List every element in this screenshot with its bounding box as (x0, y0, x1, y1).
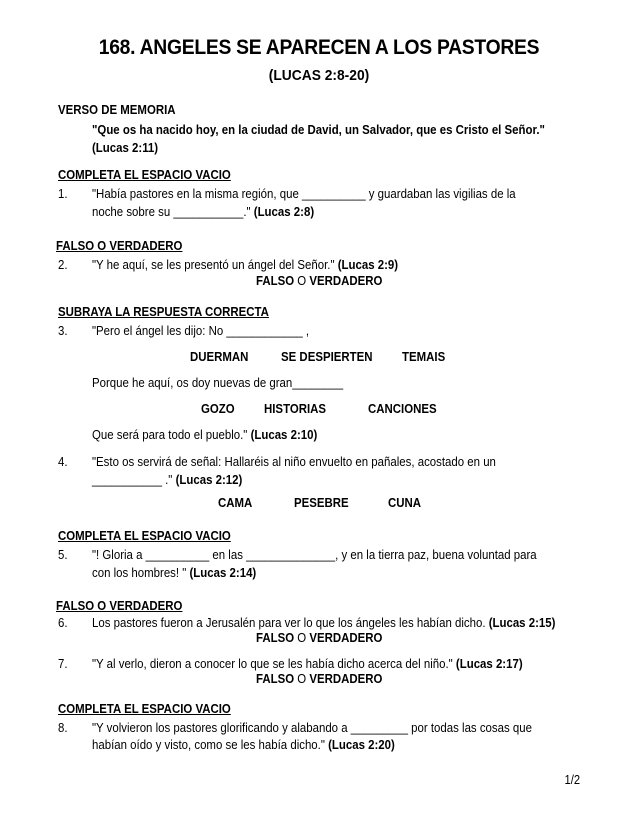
question-2-line (92, 256, 398, 273)
question-7-ref: (Lucas 2:17) (455, 656, 523, 671)
page-number: 1/2 (564, 772, 580, 787)
question-1-line-2 (92, 203, 314, 220)
option-canciones[interactable]: CANCIONES (368, 401, 437, 416)
question-5-ref: (Lucas 2:14) (189, 565, 257, 580)
option-verdadero[interactable]: VERDADERO (309, 671, 383, 686)
option-separator: O (294, 273, 310, 288)
true-false-options (256, 671, 382, 686)
question-8-text: habían oído y visto, como se les había dicho." (92, 737, 325, 752)
section-heading-falso: FALSO O VERDADERO (56, 598, 183, 613)
question-7-text: "Y al verlo, dieron a conocer lo que se les había dicho acerca del niño." (92, 656, 453, 671)
question-3-text: Que será para todo el pueblo." (92, 427, 248, 442)
question-5-text: con los hombres! " (92, 565, 187, 580)
section-heading-subraya: SUBRAYA LA RESPUESTA CORRECTA (58, 304, 269, 319)
question-7-line (92, 655, 523, 672)
question-number: 6. (58, 615, 68, 630)
question-number: 3. (58, 323, 68, 338)
question-8-line-1: "Y volvieron los pastores glorificando y alabando a _________ por todas las cosas que (92, 720, 532, 735)
question-1-line-1: "Había pastores en la misma región, que __________ y guardaban las vigilias de la (92, 186, 516, 201)
option-gozo[interactable]: GOZO (201, 401, 235, 416)
memory-verse-ref: (Lucas 2:11) (92, 140, 159, 155)
option-historias[interactable]: HISTORIAS (264, 401, 327, 416)
option-falso[interactable]: FALSO (256, 273, 295, 288)
question-3-line-1: "Pero el ángel les dijo: No ____________ , (92, 323, 310, 338)
question-4-text: ___________ ." (92, 472, 173, 487)
option-cuna[interactable]: CUNA (388, 495, 422, 510)
section-heading-completa: COMPLETA EL ESPACIO VACIO (58, 701, 231, 716)
question-number: 4. (58, 454, 68, 469)
question-6-line (92, 614, 555, 631)
question-8-line-2 (92, 736, 395, 753)
question-8-ref: (Lucas 2:20) (328, 737, 395, 752)
question-5-line-1: "! Gloria a __________ en las ______________, y en la tierra paz, buena voluntad para (92, 547, 537, 562)
question-2-ref: (Lucas 2:9) (337, 257, 399, 272)
option-cama[interactable]: CAMA (218, 495, 253, 510)
question-2-text: "Y he aquí, se les presentó un ángel del Señor." (92, 257, 335, 272)
option-separator: O (294, 671, 310, 686)
question-number: 5. (58, 547, 68, 562)
question-5-line-2 (92, 564, 256, 581)
question-number: 8. (58, 720, 68, 735)
question-4-ref: (Lucas 2:12) (175, 472, 243, 487)
option-falso[interactable]: FALSO (256, 671, 295, 686)
memory-verse-heading: VERSO DE MEMORIA (58, 102, 176, 117)
question-6-text: Los pastores fueron a Jerusalén para ver lo que los ángeles les habían dicho. (92, 615, 486, 630)
question-number: 1. (58, 186, 68, 201)
section-heading-falso: FALSO O VERDADERO (56, 238, 183, 253)
section-heading-completa: COMPLETA EL ESPACIO VACIO (58, 167, 231, 182)
page-reference: (LUCAS 2:8-20) (268, 67, 370, 84)
option-verdadero[interactable]: VERDADERO (309, 273, 383, 288)
question-3-ref: (Lucas 2:10) (250, 427, 318, 442)
option-duerman[interactable]: DUERMAN (190, 349, 249, 364)
option-falso[interactable]: FALSO (256, 630, 295, 645)
option-verdadero[interactable]: VERDADERO (309, 630, 383, 645)
question-4-line-2 (92, 471, 242, 488)
question-3-line-3 (92, 426, 317, 443)
question-1-ref: (Lucas 2:8) (253, 204, 315, 219)
memory-verse-text: "Que os ha nacido hoy, en la ciudad de David, un Salvador, que es Cristo el Señor." (92, 122, 545, 137)
question-6-ref: (Lucas 2:15) (488, 615, 556, 630)
option-temais[interactable]: TEMAIS (402, 349, 446, 364)
true-false-options (256, 273, 382, 288)
question-number: 7. (58, 656, 68, 671)
true-false-options (256, 630, 382, 645)
question-4-line-1: "Esto os servirá de señal: Hallaréis al niño envuelto en pañales, acostado en un (92, 454, 496, 469)
section-heading-completa: COMPLETA EL ESPACIO VACIO (58, 528, 231, 543)
option-se-despierten[interactable]: SE DESPIERTEN (281, 349, 373, 364)
question-number: 2. (58, 257, 68, 272)
option-pesebre[interactable]: PESEBRE (294, 495, 349, 510)
question-1-text: noche sobre su ___________." (92, 204, 251, 219)
question-3-line-2: Porque he aquí, os doy nuevas de gran________ (92, 375, 344, 390)
page-title: 168. ANGELES SE APARECEN A LOS PASTORES (98, 36, 540, 59)
option-separator: O (294, 630, 310, 645)
